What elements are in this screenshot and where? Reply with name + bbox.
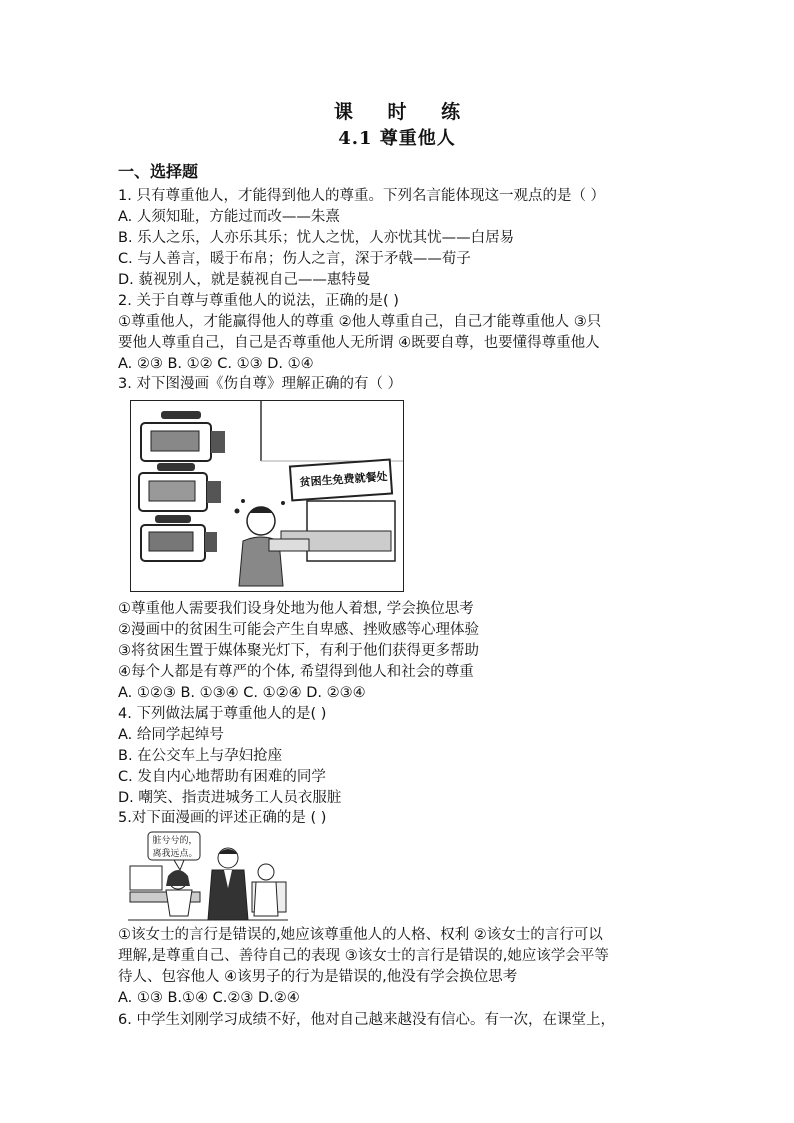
q1-option-b: B. 乐人之乐，人亦乐其乐；忧人之忧，人亦忧其忧——白居易	[118, 230, 515, 246]
q3-statement-1: ①尊重他人需要我们设身处地为他人着想, 学会换位思考	[118, 601, 474, 617]
q2-options: A. ②③ B. ①② C. ①③ D. ①④	[118, 356, 314, 372]
q2-statements-line1: ①尊重他人，才能赢得他人的尊重 ②他人尊重自己，自己才能尊重他人 ③只	[118, 314, 602, 330]
q4-option-c: C. 发自内心地帮助有困难的同学	[118, 769, 326, 785]
section-heading: 一、选择题	[118, 162, 199, 181]
speech-bubble-line2: 离我远点。	[152, 849, 198, 859]
free-meal-sign: 贫困生免费就餐处	[299, 469, 388, 490]
q5-statements-line2: 理解,是尊重自己、善待自己的表现 ③该女士的言行是错误的,她应该学会平等	[118, 948, 609, 964]
q1-option-d: D. 藐视别人，就是藐视自己——惠特曼	[118, 272, 371, 288]
q3-statement-4: ④每个人都是有尊严的个体, 希望得到他人和社会的尊重	[118, 664, 474, 680]
q5-statements-line1: ①该女士的言行是错误的,她应该尊重他人的人格、权利 ②该女士的言行可以	[118, 927, 603, 943]
q2-stem: 2. 关于自尊与尊重他人的说法，正确的是( )	[118, 293, 399, 309]
q1-option-a: A. 人须知耻，方能过而改——朱熹	[118, 209, 340, 225]
q1-stem: 1. 只有尊重他人，才能得到他人的尊重。下列名言能体现这一观点的是（ ）	[118, 188, 606, 204]
q4-option-d: D. 嘲笑、指责进城务工人员衣服脏	[118, 790, 342, 806]
camera-icon	[141, 411, 225, 461]
q4-stem: 4. 下列做法属于尊重他人的是( )	[118, 706, 327, 722]
speech-bubble-line1: 脏兮兮的，	[152, 836, 198, 846]
q6-stem: 6. 中学生刘刚学习成绩不好，他对自己越来越没有信心。有一次，在课堂上，	[118, 1012, 615, 1028]
q1-option-c: C. 与人善言，暖于布帛；伤人之言，深于矛戟——荀子	[118, 251, 471, 267]
q3-options: A. ①②③ B. ①③④ C. ①②④ D. ②③④	[118, 685, 366, 701]
cartoon-bus-scene	[128, 830, 288, 922]
cartoon-illustration	[131, 401, 403, 591]
camera-icon	[141, 515, 217, 561]
worksheet-title: 课 时 练	[333, 101, 475, 123]
q4-option-a: A. 给同学起绰号	[118, 727, 224, 743]
q5-statements-line3: 待人、包容他人 ④该男子的行为是错误的,他没有学会换位思考	[118, 969, 518, 985]
q3-statement-2: ②漫画中的贫困生可能会产生自卑感、挫败感等心理体验	[118, 622, 479, 638]
camera-icon	[139, 463, 221, 511]
q5-options: A. ①③ B.①④ C.②③ D.②④	[118, 990, 300, 1006]
q3-stem: 3. 对下图漫画《伤自尊》理解正确的有（ ）	[118, 376, 403, 392]
q4-option-b: B. 在公交车上与孕妇抢座	[118, 748, 283, 764]
lesson-subtitle: 4.1 尊重他人	[338, 128, 456, 149]
q3-statement-3: ③将贫困生置于媒体聚光灯下，有利于他们获得更多帮助	[118, 643, 479, 659]
q5-stem: 5.对下面漫画的评述正确的是 ( )	[118, 810, 327, 826]
cartoon-hurt-self-esteem	[130, 400, 404, 592]
q2-statements-line2: 要他人尊重自己，自己是否尊重他人无所谓 ④既要自尊，也要懂得尊重他人	[118, 335, 600, 351]
